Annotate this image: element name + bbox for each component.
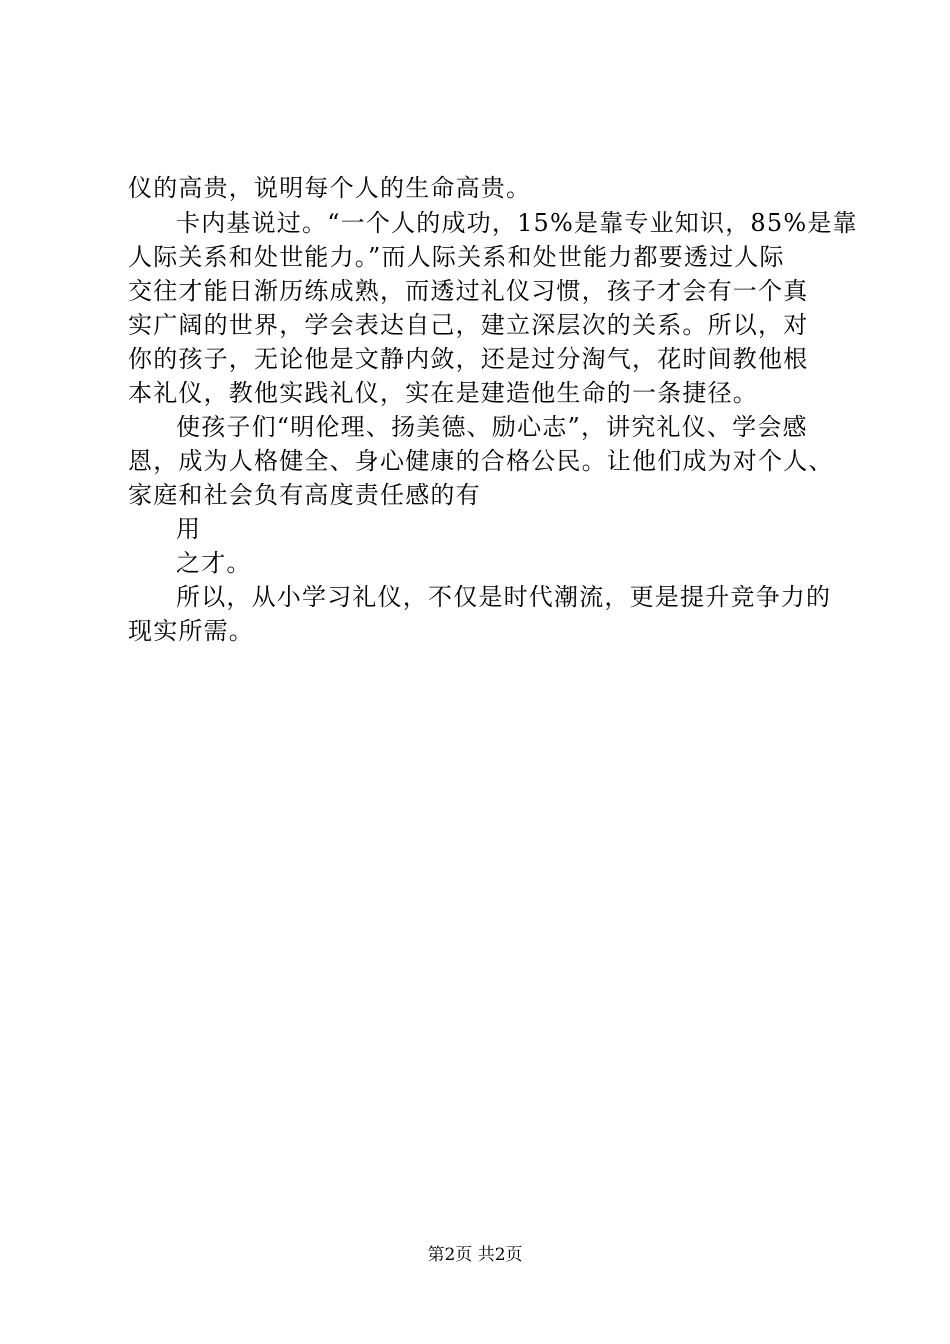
text-line: 之才。: [176, 549, 252, 577]
text-line: 仪的高贵，说明每个人的生命高贵。: [128, 174, 532, 202]
text-line: 用: [176, 515, 202, 543]
text-line: 恩，成为人格健全、身心健康的合格公民。让他们成为对个人、: [128, 447, 834, 475]
text-line: 你的孩子，无论他是文静内敛，还是过分淘气，花时间教他根: [128, 345, 809, 373]
text-line: 家庭和社会负有高度责任感的有: [128, 481, 481, 509]
text-line: 本礼仪，教他实践礼仪，实在是建造他生命的一条捷径。: [128, 379, 758, 407]
text-line: 交往才能日渐历练成熟，而透过礼仪习惯，孩子才会有一个真: [128, 277, 809, 305]
text-line: 卡内基说过。“一个人的成功，15%是靠专业知识，85%是靠: [176, 209, 858, 237]
text-line: 现实所需。: [128, 617, 254, 645]
page-indicator: 第2页 共2页: [427, 1245, 523, 1265]
text-line: 人际关系和处世能力。”而人际关系和处世能力都要透过人际: [128, 243, 785, 271]
text-line: 所以，从小学习礼仪，不仅是时代潮流，更是提升竞争力的: [176, 583, 832, 611]
text-line: 使孩子们“明伦理、扬美德、励心志”，讲究礼仪、学会感: [176, 413, 808, 441]
text-line: 实广阔的世界，学会表达自己，建立深层次的关系。所以，对: [128, 311, 809, 339]
